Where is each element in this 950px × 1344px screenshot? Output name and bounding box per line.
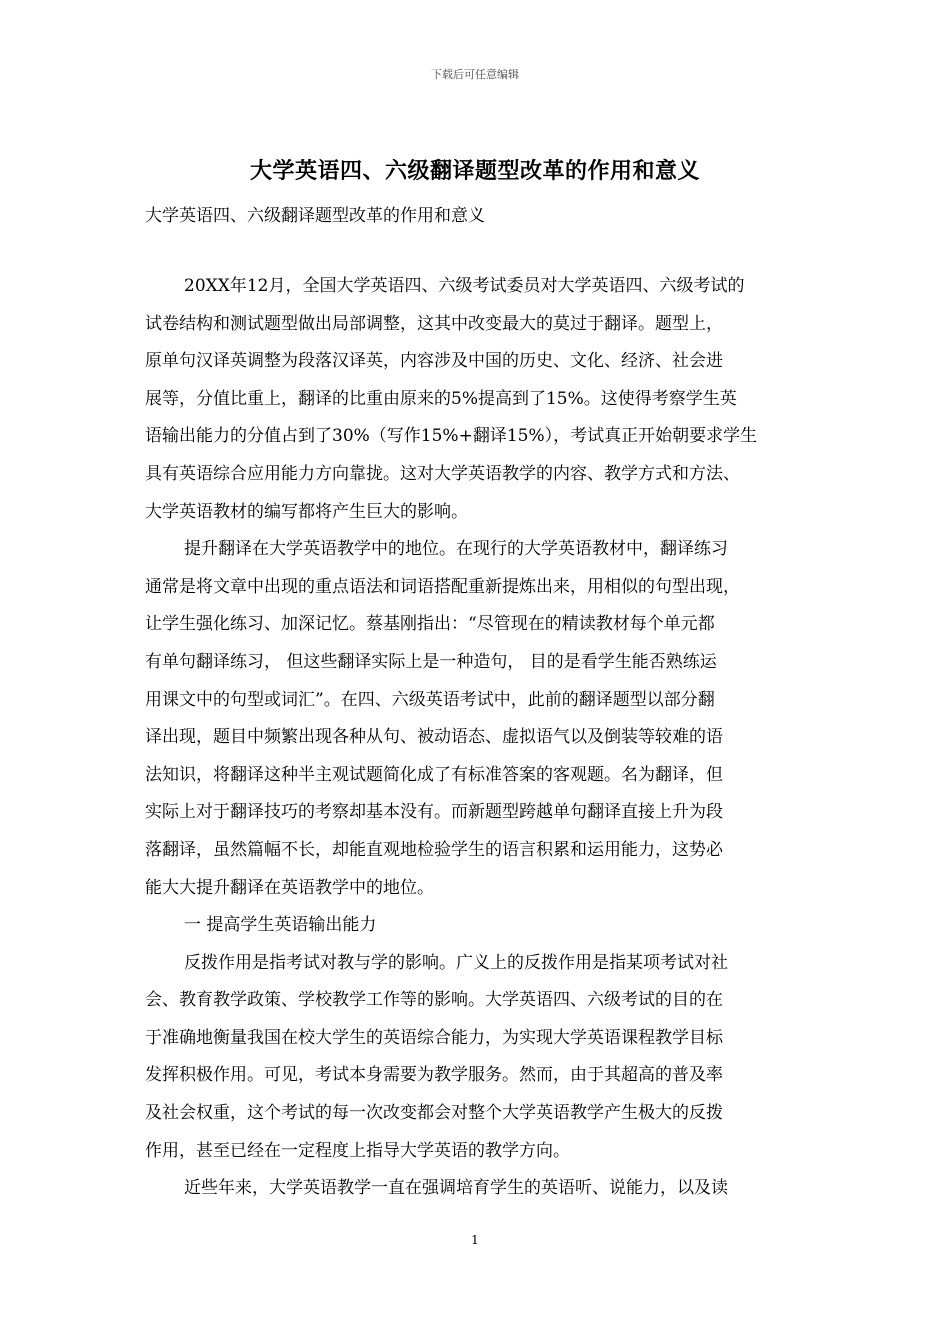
text-line: 落翻译，虽然篇幅不长，却能直观地检验学生的语言积累和运用能力，这势必 (145, 839, 723, 860)
text-line: 原单句汉译英调整为段落汉译英，内容涉及中国的历史、文化、经济、社会进 (145, 351, 723, 372)
text-line: 反拨作用是指考试对教与学的影响。广义上的反拨作用是指某项考试对社 (184, 952, 728, 973)
text-line: 试卷结构和测试题型做出局部调整，这其中改变最大的莫过于翻译。题型上， (145, 313, 723, 334)
text-line: 用课文中的句型或词汇”。在四、六级英语考试中，此前的翻译题型以部分翻 (145, 689, 715, 710)
text-line: 会、教育教学政策、学校教学工作等的影响。大学英语四、六级考试的目的在 (145, 990, 723, 1011)
document-subtitle: 大学英语四、六级翻译题型改革的作用和意义 (145, 206, 485, 226)
text-line: 大学英语教材的编写都将产生巨大的影响。 (145, 501, 468, 522)
text-line: 一 提高学生英语输出能力 (184, 915, 377, 936)
text-line: 及社会权重，这个考试的每一次改变都会对整个大学英语教学产生极大的反拨 (145, 1103, 723, 1124)
page-number: 1 (471, 1233, 479, 1247)
text-line: 作用，甚至已经在一定程度上指导大学英语的教学方向。 (145, 1140, 570, 1161)
text-line: 展等，分值比重上，翻译的比重由原来的5%提高到了15%。这使得考察学生英 (145, 388, 737, 409)
page-header: 下载后可任意编辑 (431, 68, 519, 81)
text-line: 有单句翻译练习， 但这些翻译实际上是一种造句， 目的是看学生能否熟练运 (145, 651, 717, 672)
text-line: 具有英语综合应用能力方向靠拢。这对大学英语教学的内容、教学方式和方法、 (145, 463, 740, 484)
text-line: 语输出能力的分值占到了30%（写作15%+翻译15%），考试真正开始朝要求学生 (145, 426, 758, 447)
text-line: 能大大提升翻译在英语教学中的地位。 (145, 877, 434, 898)
text-line: 于准确地衡量我国在校大学生的英语综合能力，为实现大学英语课程教学目标 (145, 1027, 723, 1048)
text-line: 发挥积极作用。可见，考试本身需要为教学服务。然而，由于其超高的普及率 (145, 1065, 723, 1086)
text-line: 近些年来，大学英语教学一直在强调培育学生的英语听、说能力，以及读 (184, 1178, 728, 1199)
text-line: 20XX年12月，全国大学英语四、六级考试委员对大学英语四、六级考试的 (184, 276, 745, 296)
document-body (145, 268, 825, 1208)
text-line: 译出现，题目中频繁出现各种从句、被动语态、虚拟语气以及倒装等较难的语 (145, 727, 723, 748)
text-line: 法知识，将翻译这种半主观试题简化成了有标准答案的客观题。名为翻译，但 (145, 764, 723, 785)
text-line: 让学生强化练习、加深记忆。蔡基刚指出：“尽管现在的精读教材每个单元都 (145, 614, 715, 635)
text-line: 通常是将文章中出现的重点语法和词语搭配重新提炼出来，用相似的句型出现， (145, 576, 740, 597)
document-title: 大学英语四、六级翻译题型改革的作用和意义 (249, 158, 700, 184)
text-line: 实际上对于翻译技巧的考察却基本没有。而新题型跨越单句翻译直接上升为段 (145, 802, 723, 823)
text-line: 提升翻译在大学英语教学中的地位。在现行的大学英语教材中，翻译练习 (184, 539, 728, 560)
